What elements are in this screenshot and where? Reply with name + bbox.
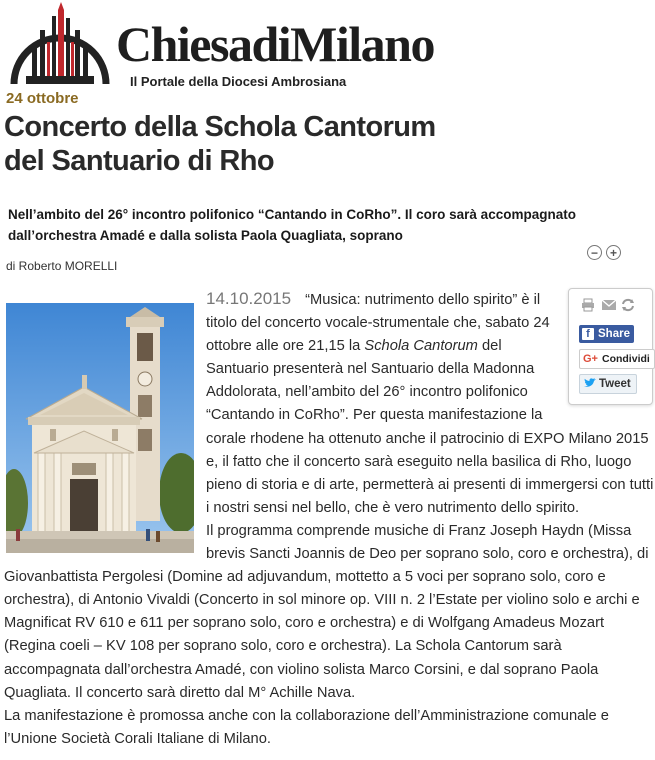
date-kicker: 24 ottobre [6, 90, 79, 107]
facebook-share-label: Share [598, 328, 630, 340]
zoom-in-icon[interactable]: + [606, 245, 621, 260]
article-title [4, 110, 504, 178]
text-size-controls [587, 245, 621, 260]
site-brand[interactable]: ChiesadiMilano [116, 16, 434, 72]
zoom-out-icon[interactable]: − [587, 245, 602, 260]
logo-icon[interactable] [8, 2, 112, 88]
article-body [4, 287, 654, 751]
paragraph-1-part-b: del Santuario presenterà nel Santuario della Madonna Addolorata, nell’ambito del 26° incontro polifonico “Cantando in CoRho”. Per questa manifestazione la corale rhodene ha ottenuto anche il patrocinio di EXPO Milano 2015 e, il fatto che il concerto sarà eseguito nella basilica di Rho, luogo pieno di storia e di arte, permetterà ai presenti di immergersi con tutti i nostri sensi nel bello, che è vero nutrimento dello spirito. [206, 338, 654, 516]
article-paragraph-3: La manifestazione è promossa anche con la collaborazione dell’Amministrazione comunale e l’Unione Società Corali Italiane di Milano. [4, 707, 609, 747]
schola-cantorum-italic: Schola Cantorum [364, 338, 478, 355]
title-line-1: Concerto della Schola Cantorum [4, 111, 436, 143]
title-line-2: del Santuario di Rho [4, 145, 274, 177]
paragraph-1-part-a: “Musica: nutrimento dello spirito” è il titolo del concerto vocale-strumentale che, sabato 24 ottobre alle ore 21,15 la [206, 292, 550, 355]
share-spacer [564, 287, 654, 417]
site-tagline: Il Portale della Diocesi Ambrosiana [130, 74, 347, 89]
facebook-icon: f [582, 328, 594, 340]
author-byline: di Roberto MORELLI [6, 259, 118, 273]
article-summary: Nell’ambito del 26° incontro polifonico “Cantando in CoRho”. Il coro sarà accompagnato dall’orchestra Amadé e dalla solista Paola Quagliata, soprano [8, 207, 576, 243]
photo-spacer [4, 287, 206, 549]
article-paragraph-2: Il programma comprende musiche di Franz Joseph Haydn (Missa brevis Sancti Joannis de Deo per soprano solo, coro e orchestra), di Giovanbattista Pergolesi (Domine ad adjuvandum, mottetto a 5 voci per soprano solo, coro e orchestra), di Antonio Vivaldi (Concerto in sol minore op. VIII n. 2 l’Estate per violino solo e archi e Magnificat RV 610 e 611 per soprano solo, coro e orchestra) e di Wolfgang Amadeus Mozart (Regina coeli – KV 108 per soprano solo, coro e orchestra). La Schola Cantorum sarà accompagnata dall’orchestra Amadé, con violino solista Marco Corsini, e dal soprano Paola Quagliata. Il concerto sarà diretto dal M° Achille Nava. [4, 522, 649, 701]
twitter-share-label: Tweet [599, 378, 631, 390]
google-plus-share-label: Condividi [601, 353, 650, 365]
google-plus-icon: G+ [583, 353, 598, 365]
publication-date: 14.10.2015 [206, 289, 292, 308]
